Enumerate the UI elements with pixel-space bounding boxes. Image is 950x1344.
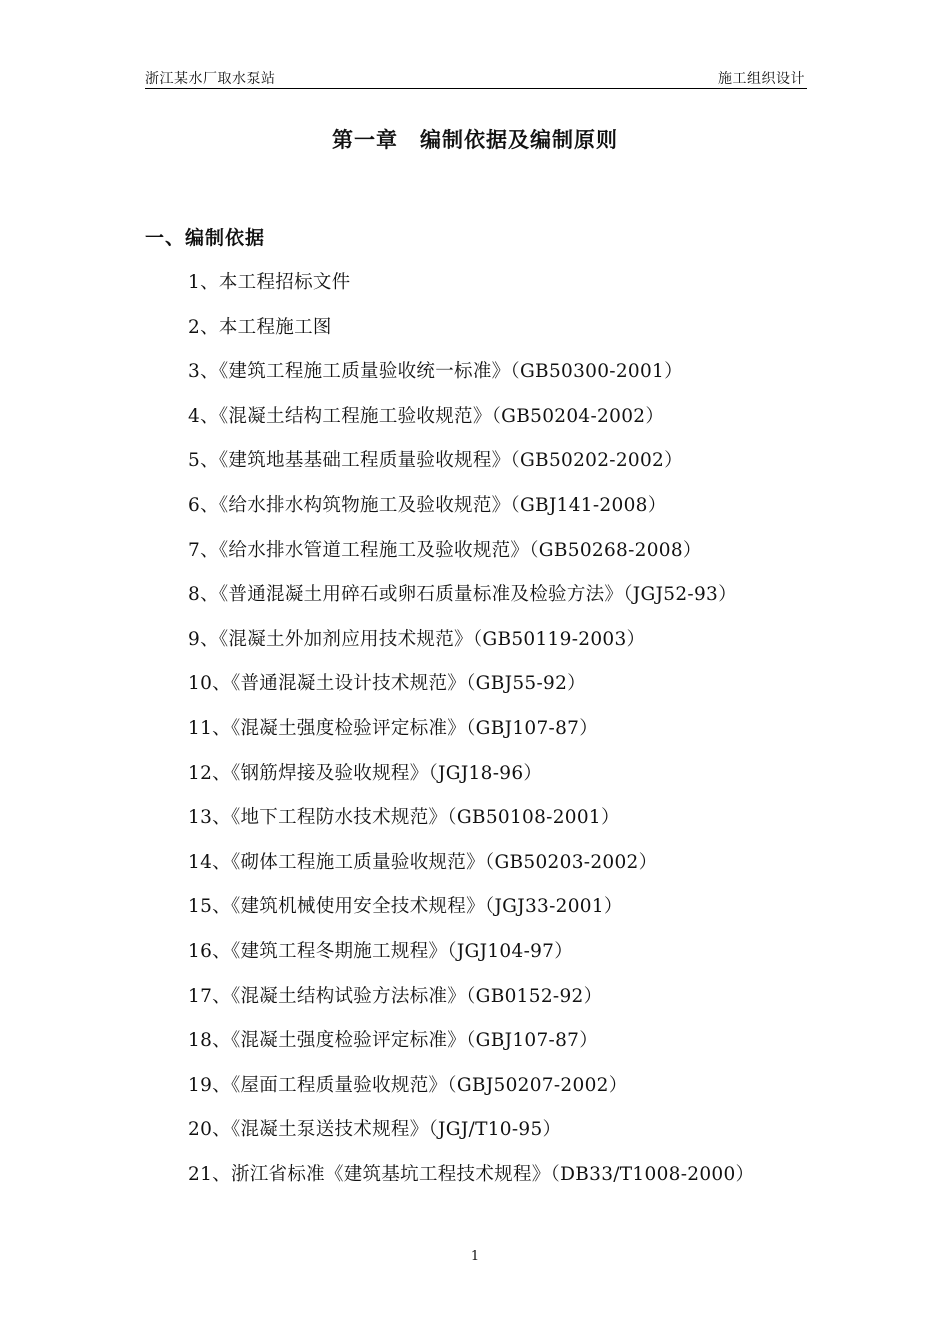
reference-item-18: 18、《混凝土强度检验评定标准》（GBJ107-87）	[188, 1030, 599, 1052]
reference-item-13: 13、《地下工程防水技术规范》（GB50108-2001）	[188, 807, 620, 829]
reference-item-4: 4、《混凝土结构工程施工验收规范》（GB50204-2002）	[188, 405, 665, 427]
reference-item-9: 9、《混凝土外加剂应用技术规范》（GB50119-2003）	[188, 628, 646, 650]
reference-item-10: 10、《普通混凝土设计技术规范》（GBJ55-92）	[188, 673, 586, 695]
reference-item-17: 17、《混凝土结构试验方法标准》（GB0152-92）	[188, 985, 603, 1007]
reference-item-8: 8、《普通混凝土用碎石或卵石质量标准及检验方法》（JGJ52-93）	[188, 584, 737, 606]
reference-item-12: 12、《钢筋焊接及验收规程》（JGJ18-96）	[188, 762, 543, 784]
reference-item-16: 16、《建筑工程冬期施工规程》（JGJ104-97）	[188, 940, 574, 962]
section-heading: 一、编制依据	[145, 227, 266, 249]
header-divider	[145, 88, 807, 89]
reference-item-14: 14、《砌体工程施工质量验收规范》（GB50203-2002）	[188, 851, 658, 873]
reference-item-7: 7、《给水排水管道工程施工及验收规范》（GB50268-2008）	[188, 539, 702, 561]
reference-item-2: 2、本工程施工图	[188, 316, 332, 338]
chapter-title: 第一章 编制依据及编制原则	[332, 127, 618, 152]
reference-item-11: 11、《混凝土强度检验评定标准》（GBJ107-87）	[188, 717, 599, 739]
reference-item-19: 19、《屋面工程质量验收规范》（GBJ50207-2002）	[188, 1074, 628, 1096]
reference-item-15: 15、《建筑机械使用安全技术规程》（JGJ33-2001）	[188, 896, 623, 918]
reference-list	[188, 265, 754, 1201]
reference-item-5: 5、《建筑地基基础工程质量验收规程》（GB50202-2002）	[188, 450, 683, 472]
reference-item-1: 1、本工程招标文件	[188, 272, 351, 293]
reference-item-6: 6、《给水排水构筑物施工及验收规范》（GBJ141-2008）	[188, 494, 667, 516]
header-document-type: 施工组织设计	[718, 71, 805, 87]
page-number: 1	[470, 1249, 480, 1264]
reference-item-20: 20、《混凝土泵送技术规程》（JGJ/T10-95）	[188, 1119, 562, 1141]
header-project-name: 浙江某水厂取水泵站	[145, 71, 276, 87]
reference-item-21: 21、浙江省标准《建筑基坑工程技术规程》（DB33/T1008-2000）	[188, 1163, 755, 1185]
reference-item-3: 3、《建筑工程施工质量验收统一标准》（GB50300-2001）	[188, 361, 683, 383]
